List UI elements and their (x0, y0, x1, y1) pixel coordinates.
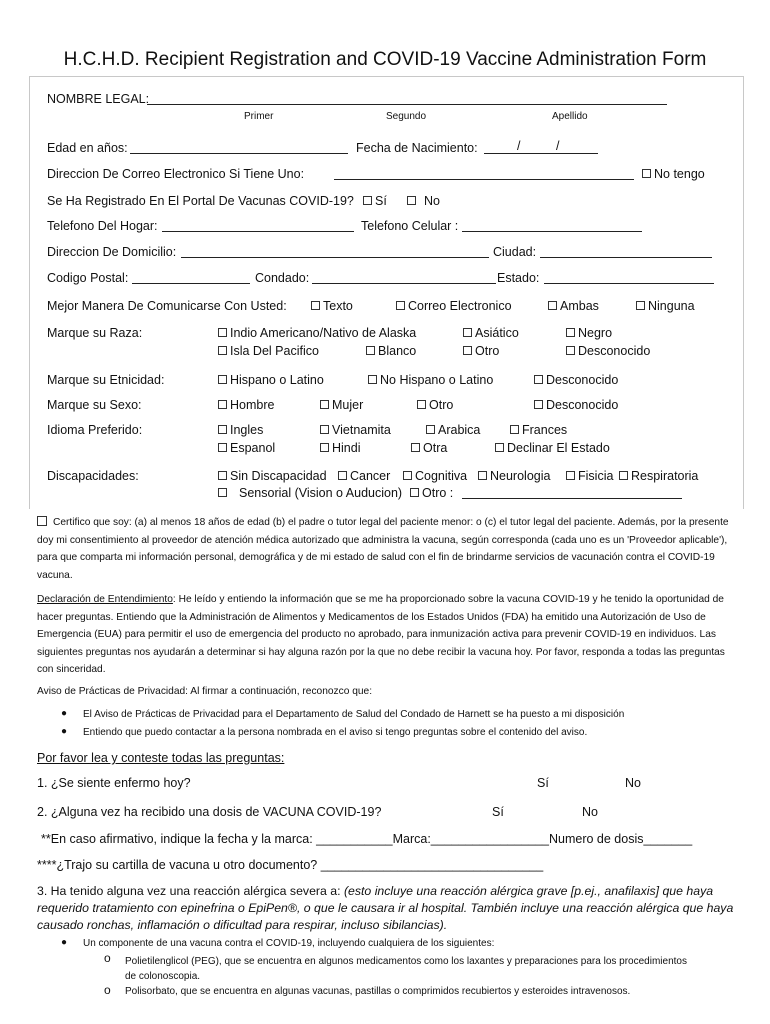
language-option-french[interactable] (510, 423, 567, 437)
option-label: Cancer (350, 469, 391, 483)
contact-option-both[interactable] (548, 299, 599, 313)
checkbox[interactable] (534, 400, 543, 409)
contact-option-email[interactable] (396, 299, 512, 313)
disability-other-field[interactable] (462, 487, 682, 499)
checkbox[interactable] (636, 301, 645, 310)
checkbox[interactable] (338, 471, 347, 480)
ethnicity-option-non-hispanic[interactable] (368, 373, 493, 387)
disability-option-respiratory[interactable] (619, 469, 698, 483)
option-label: Asiático (475, 326, 519, 340)
checkbox[interactable] (548, 301, 557, 310)
portal-yes-checkbox[interactable] (363, 196, 372, 205)
question-3-detail: (esto incluye una reacción alérgica grave [p.ej., anafilaxis] que haya requerido tratamiento con epinefrina o EpiPen®, o que le causara ir al hospital. También incluye una reacción alérgica que haya causado ronchas, inflamación o dificultad para respirar, incluso sibilancias). (37, 884, 734, 932)
language-option-vietnamese[interactable] (320, 423, 391, 437)
contact-option-none[interactable] (636, 299, 695, 313)
option-label: Negro (578, 326, 613, 340)
checkbox[interactable] (366, 346, 375, 355)
bullet-icon: ● (61, 708, 68, 719)
no-email-checkbox[interactable] (642, 169, 651, 178)
option-label: Otro : (422, 486, 454, 500)
checkbox[interactable] (218, 375, 227, 384)
q1-no[interactable]: No (625, 776, 641, 790)
option-label: Cognitiva (415, 469, 468, 483)
language-option-spanish[interactable] (218, 441, 275, 455)
checkbox[interactable] (426, 425, 435, 434)
question-2: 2. ¿Alguna vez ha recibido una dosis de VACUNA COVID-19? (37, 805, 382, 819)
q3-sub-2: Polisorbato, que se encuentra en algunas vacunas, pastillas o comprimidos recubiertos y esteroides intravenosos. (125, 986, 631, 997)
contact-option-text[interactable] (311, 299, 353, 313)
sex-option-female[interactable] (320, 398, 363, 412)
disability-option-other[interactable] (410, 486, 453, 500)
option-label: Mujer (332, 398, 364, 412)
email-field[interactable] (334, 168, 634, 180)
option-label: Otra (423, 441, 448, 455)
last-name-caption: Apellido (552, 111, 588, 122)
race-option-other[interactable] (463, 344, 499, 358)
option-label: Arabica (438, 423, 481, 437)
option-label: Indio Americano/Nativo de Alaska (230, 326, 417, 340)
circle-bullet-icon: o (104, 983, 111, 997)
option-label: Declinar El Estado (507, 441, 610, 455)
no-email-text: No tengo (654, 167, 705, 181)
option-label: Ambas (560, 299, 599, 313)
dob-slash-2: / (556, 139, 560, 153)
checkbox[interactable] (410, 488, 419, 497)
option-label: Texto (323, 299, 353, 313)
race-option-asian[interactable] (463, 326, 519, 340)
option-label: Desconocido (578, 344, 651, 358)
question-1: 1. ¿Se siente enfermo hoy? (37, 776, 191, 790)
dob-label: Fecha de Nacimiento: (356, 141, 478, 155)
language-option-arabic[interactable] (426, 423, 480, 437)
option-label: Otro (429, 398, 454, 412)
portal-yes-option[interactable] (363, 194, 387, 208)
checkbox[interactable] (478, 471, 487, 480)
option-label: Desconocido (546, 398, 619, 412)
checkbox[interactable] (566, 328, 575, 337)
ethnicity-label: Marque su Etnicidad: (47, 373, 165, 387)
checkbox[interactable] (311, 301, 320, 310)
form-title: H.C.H.D. Recipient Registration and COVID-19 Vaccine Administration Form (63, 49, 707, 70)
home-phone-field[interactable] (162, 220, 354, 232)
option-label: Ingles (230, 423, 264, 437)
checkbox[interactable] (403, 471, 412, 480)
address-label: Direccion De Domicilio: (47, 245, 177, 259)
race-label: Marque su Raza: (47, 326, 143, 340)
city-field[interactable] (540, 246, 712, 258)
ethnicity-option-unknown[interactable] (534, 373, 618, 387)
certify-text: Certifico que soy: (a) al menos 18 años de edad (b) el padre o tutor legal del paciente menor: o (c) el tutor legal del paciente. Además, por la presente doy mi consentimiento al proveedor de atención médica autorizado que administra la vacuna, según corresponda (cada uno es un 'Proveedor aplicable'), para que comparta mi información personal, demográfica y de mi estado de salud con el fin de brindarme servicios de vacunación contra el COVID-19 vacuna. (37, 517, 729, 581)
disability-label: Discapacidades: (47, 469, 139, 483)
disability-option-none[interactable] (218, 469, 327, 483)
disability-option-cognitive[interactable] (403, 469, 467, 483)
contact-label: Mejor Manera De Comunicarse Con Usted: (47, 299, 287, 313)
race-option-unknown[interactable] (566, 344, 650, 358)
language-option-decline[interactable] (495, 441, 610, 455)
race-option-native[interactable] (218, 326, 416, 340)
sex-option-male[interactable] (218, 398, 274, 412)
cell-phone-field[interactable] (462, 220, 642, 232)
checkbox[interactable] (320, 443, 329, 452)
questions-heading: Por favor lea y conteste todas las preguntas: (37, 751, 285, 765)
question-3-lead: 3. Ha tenido alguna vez una reacción alérgica severa a: (37, 884, 344, 898)
declaration-paragraph (37, 591, 737, 679)
option-label: Sin Discapacidad (230, 469, 327, 483)
checkbox[interactable] (218, 425, 227, 434)
state-field[interactable] (544, 272, 714, 284)
disability-option-cancer[interactable] (338, 469, 390, 483)
sex-label: Marque su Sexo: (47, 398, 142, 412)
checkbox[interactable] (411, 443, 420, 452)
checkbox[interactable] (463, 328, 472, 337)
checkbox[interactable] (218, 328, 227, 337)
race-option-black[interactable] (566, 326, 612, 340)
option-label: Hindi (332, 441, 361, 455)
checkbox[interactable] (218, 346, 227, 355)
option-label: Correo Electronico (408, 299, 512, 313)
sex-option-unknown[interactable] (534, 398, 618, 412)
legal-name-field[interactable] (147, 93, 667, 105)
privacy-intro: Aviso de Prácticas de Privacidad: Al firmar a continuación, reconozco que: (37, 686, 373, 697)
checkbox[interactable] (368, 375, 377, 384)
state-label: Estado: (497, 271, 540, 285)
checkbox[interactable] (495, 443, 504, 452)
city-label: Ciudad: (493, 245, 537, 259)
checkbox[interactable] (463, 346, 472, 355)
option-label: Espanol (230, 441, 276, 455)
q1-yes[interactable]: Sí (537, 776, 549, 790)
checkbox[interactable] (566, 346, 575, 355)
no-email-option[interactable] (642, 167, 705, 181)
checkbox[interactable] (218, 400, 227, 409)
checkbox[interactable] (566, 471, 575, 480)
portal-yes-text: Sí (375, 194, 387, 208)
portal-no-text: No (424, 194, 440, 208)
checkbox[interactable] (218, 488, 227, 497)
option-label: Otro (475, 344, 500, 358)
option-label: Isla Del Pacifico (230, 344, 319, 358)
postal-field[interactable] (132, 272, 250, 284)
option-label: No Hispano o Latino (380, 373, 494, 387)
disability-option-sensory[interactable] (218, 486, 402, 500)
portal-label: Se Ha Registrado En El Portal De Vacunas COVID-19? (47, 194, 354, 208)
q2-yes[interactable]: Sí (492, 805, 504, 819)
checkbox[interactable] (619, 471, 628, 480)
circle-bullet-icon: o (104, 951, 111, 965)
checkbox[interactable] (510, 425, 519, 434)
disability-option-neurology[interactable] (478, 469, 550, 483)
option-label: Fisicia (578, 469, 614, 483)
checkbox[interactable] (396, 301, 405, 310)
language-option-english[interactable] (218, 423, 263, 437)
question-2a[interactable]: **En caso afirmativo, indique la fecha y la marca: ___________Marca:_________________Numero de dosis_______ (41, 832, 693, 846)
bullet-icon: ● (61, 726, 68, 737)
language-label: Idioma Preferido: (47, 423, 143, 437)
checkbox[interactable] (417, 400, 426, 409)
middle-name-caption: Segundo (386, 111, 427, 122)
cell-phone-label: Telefono Celular : (361, 219, 459, 233)
race-option-white[interactable] (366, 344, 416, 358)
declaration-text: : He leído y entiendo la información que se me ha proporcionado sobre la vacuna COVID-19 y he tenido la oportunidad de hacer preguntas. Entiendo que la Administración de Alimentos y Medicamentos de los Estados Unidos (FDA) ha emitido una Autorización de Uso de Emergencia (EUA) para permitir el uso de emergencia del producto no aprobado, para inmunización activa para prevenir COVID-19 en individuos. Las siguientes preguntas nos ayudarán a determinar si hay alguna razón por la que no debe recibir la vacuna hoy. Por favor, responda a todas las preguntas con sinceridad. (37, 594, 725, 675)
declaration-heading: Declaración de Entendimiento (37, 594, 173, 605)
dob-slash-1: / (517, 139, 521, 153)
age-field[interactable] (130, 142, 348, 154)
ethnicity-option-hispanic[interactable] (218, 373, 324, 387)
certify-paragraph (37, 514, 737, 584)
option-label: Hispano o Latino (230, 373, 324, 387)
dob-field[interactable] (484, 142, 598, 154)
age-label: Edad en años: (47, 141, 128, 155)
option-label: Blanco (378, 344, 417, 358)
question-3 (37, 883, 737, 934)
sex-option-other[interactable] (417, 398, 453, 412)
option-label: Sensorial (Vision o Auducion) (239, 486, 403, 500)
q3-bullet: Un componente de una vacuna contra el COVID-19, incluyendo cualquiera de los siguientes: (83, 938, 495, 949)
q2-no[interactable]: No (582, 805, 598, 819)
option-label: Desconocido (546, 373, 619, 387)
option-label: Neurologia (490, 469, 551, 483)
option-label: Frances (522, 423, 568, 437)
legal-name-label: NOMBRE LEGAL: (47, 92, 150, 106)
checkbox[interactable] (218, 443, 227, 452)
checkbox[interactable] (534, 375, 543, 384)
q3-sub-1: Polietilenglicol (PEG), que se encuentra en algunos medicamentos como los laxantes y preparaciones para los procedimientos de colonoscopia. (125, 956, 687, 982)
privacy-bullet-1: El Aviso de Prácticas de Privacidad para el Departamento de Salud del Condado de Harnett se ha puesto a mi disposición (83, 709, 625, 720)
option-label: Ninguna (648, 299, 695, 313)
postal-label: Codigo Postal: (47, 271, 129, 285)
portal-no-checkbox[interactable] (407, 196, 416, 205)
portal-no-option[interactable] (407, 194, 440, 208)
race-option-pacific[interactable] (218, 344, 319, 358)
disability-option-physical[interactable] (566, 469, 613, 483)
email-label: Direccion De Correo Electronico Si Tiene Uno: (47, 167, 305, 181)
option-label: Hombre (230, 398, 275, 412)
language-option-hindi[interactable] (320, 441, 361, 455)
question-2b[interactable]: ****¿Trajo su cartilla de vacuna u otro documento? ________________________________ (37, 858, 544, 872)
option-label: Vietnamita (332, 423, 391, 437)
county-field[interactable] (312, 272, 496, 284)
certify-checkbox[interactable] (37, 516, 47, 526)
first-name-caption: Primer (244, 111, 274, 122)
checkbox[interactable] (320, 425, 329, 434)
privacy-bullet-2: Entiendo que puedo contactar a la persona nombrada en el aviso si tengo preguntas sobre el contenido del aviso. (83, 727, 588, 738)
county-label: Condado: (255, 271, 310, 285)
checkbox[interactable] (218, 471, 227, 480)
option-label: Respiratoria (631, 469, 699, 483)
checkbox[interactable] (320, 400, 329, 409)
home-phone-label: Telefono Del Hogar: (47, 219, 158, 233)
address-field[interactable] (181, 246, 489, 258)
language-option-other[interactable] (411, 441, 447, 455)
bullet-icon: ● (61, 937, 68, 948)
